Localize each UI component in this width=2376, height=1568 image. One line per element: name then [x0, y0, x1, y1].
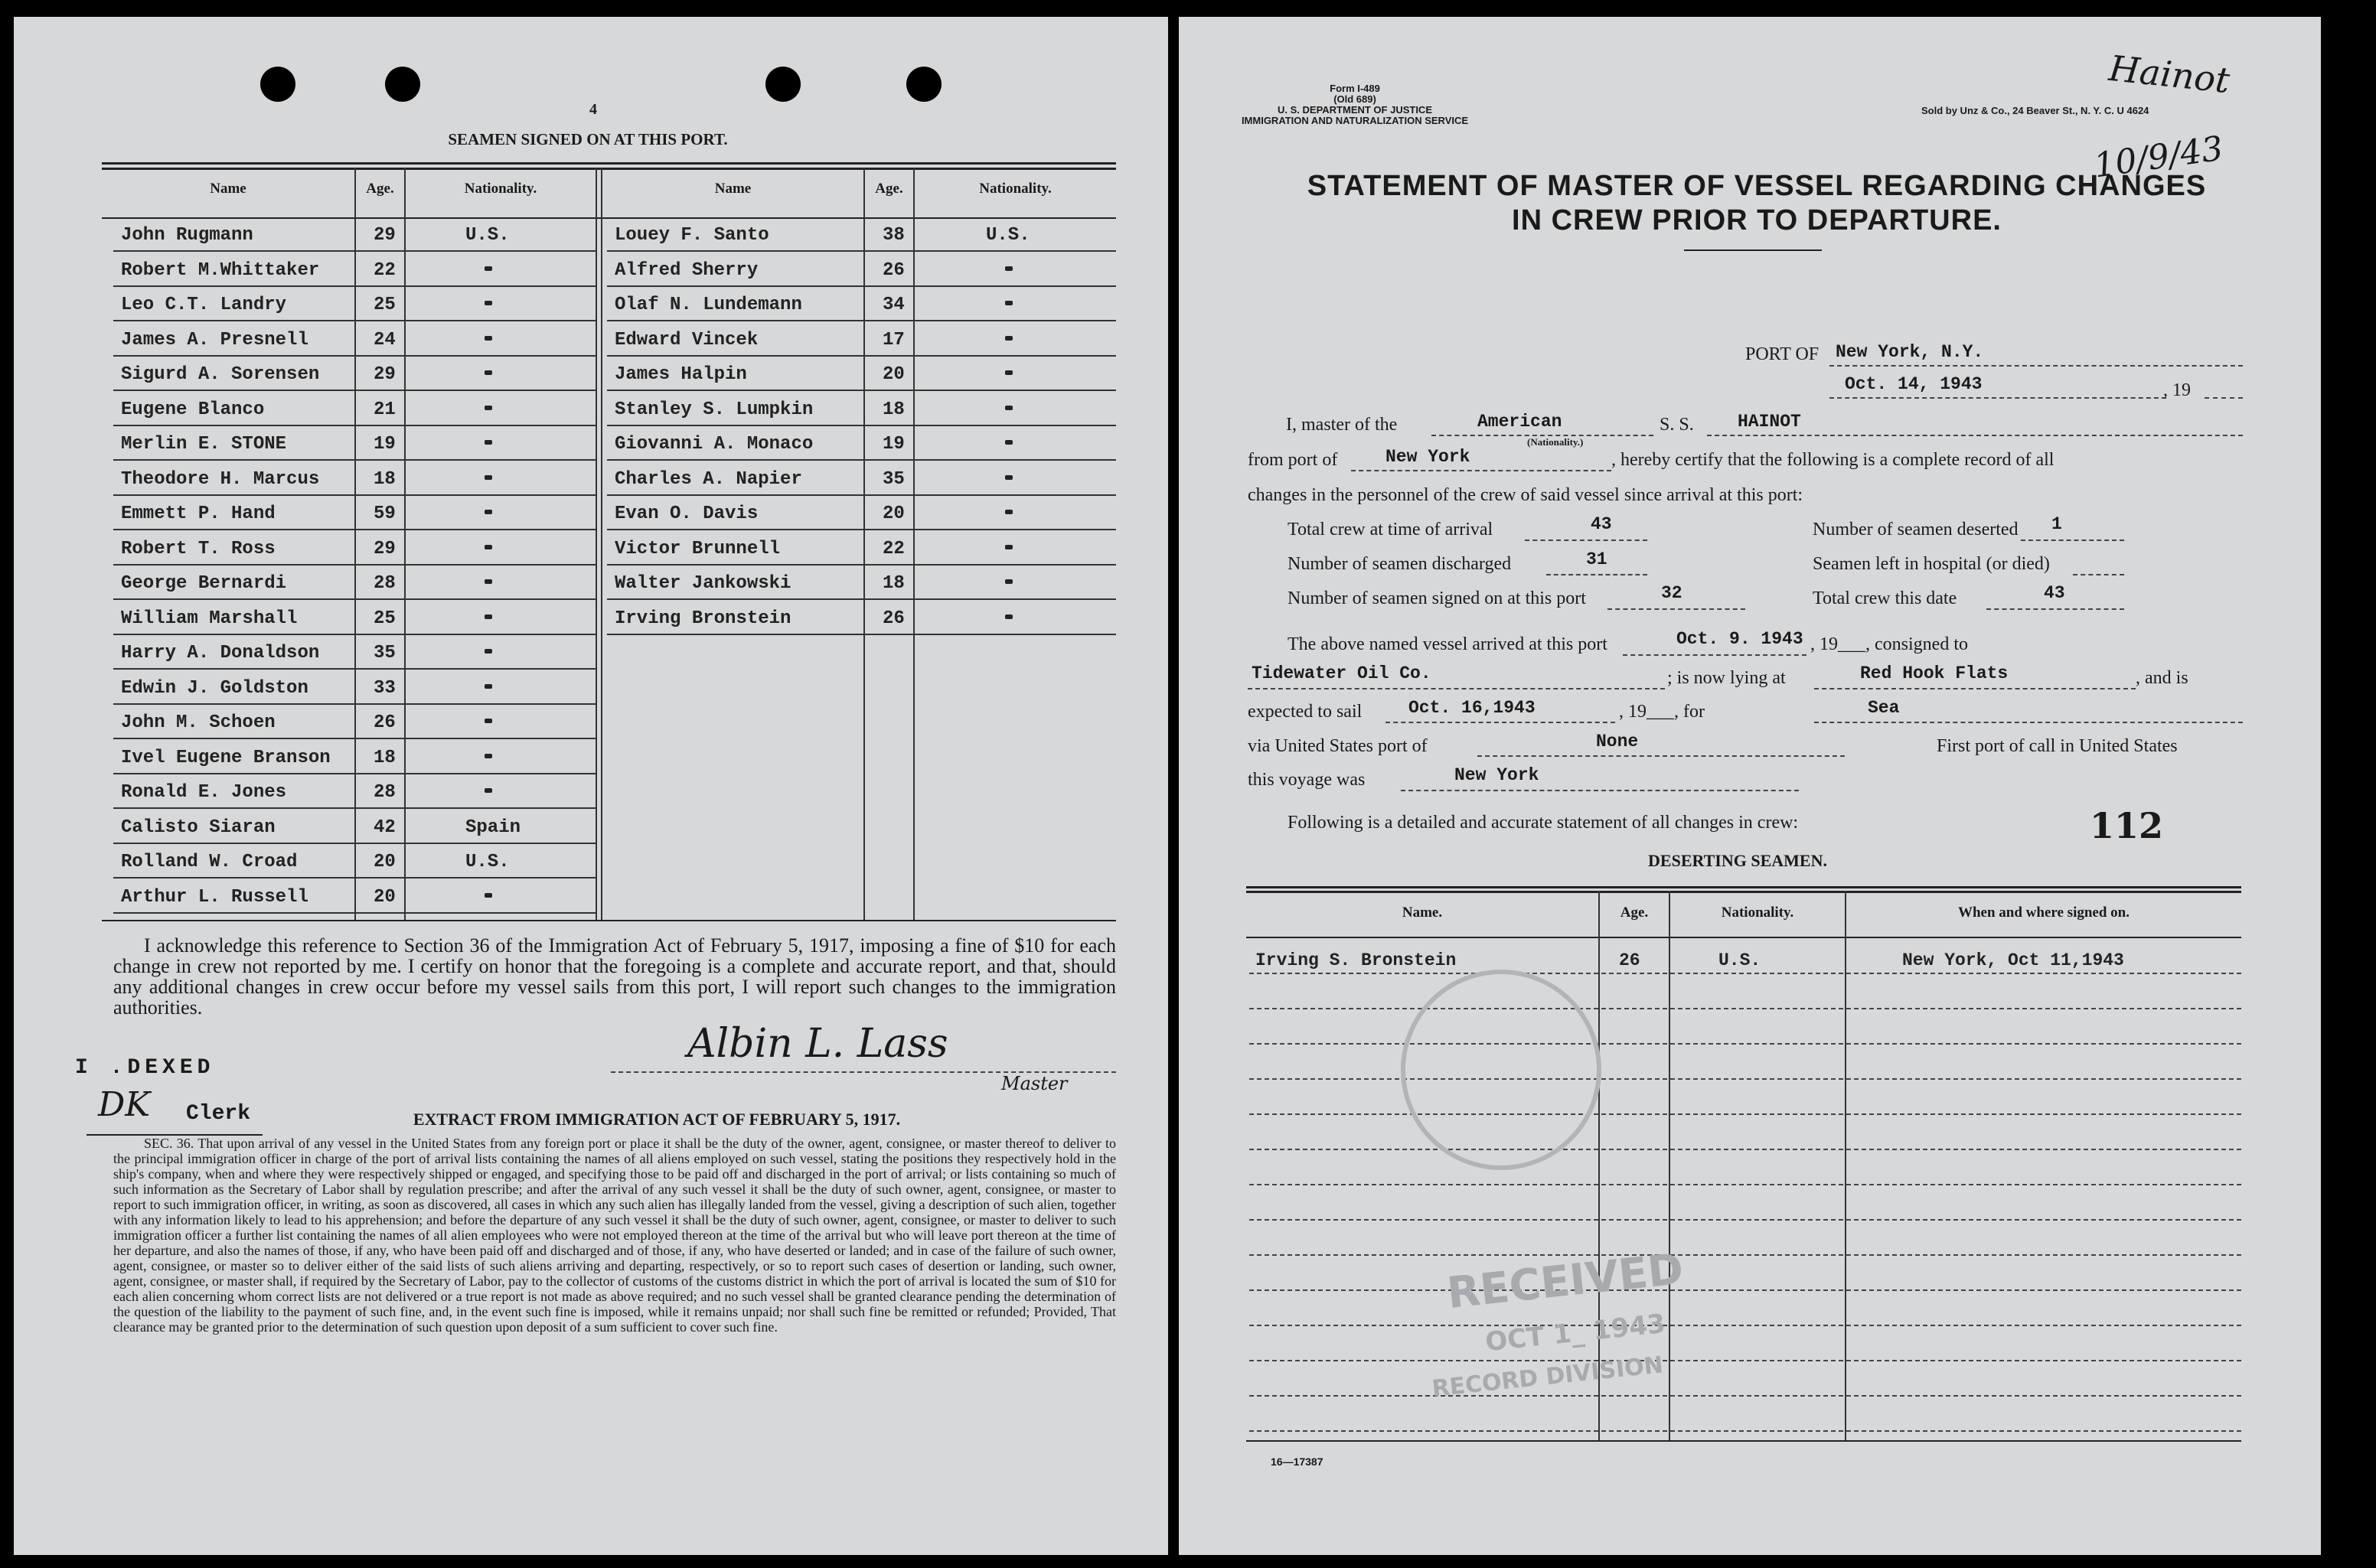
seaman-name: Walter Jankowski: [615, 573, 791, 594]
table-row-line: [1249, 1254, 2241, 1256]
seaman-nationality: U.S.: [986, 225, 1030, 246]
seaman-nationality: U.S.: [465, 852, 510, 872]
ditto-mark: [485, 266, 492, 271]
extract-text: SEC. 36. That upon arrival of any vessel in the United States from any foreign port or place it shall be the duty of the owner, agent, consignee, or master thereof to deliver to the principal immigration officer in charge of the port of arrival lists containing the names of all aliens employed on such vessel, stating the positions they respectively hold in the ship's company, when and where they were respectively shipped or engaged, and specifying those to be paid off and discharged in the port of arrival; or lists containing so much of such information as the Secretary of Labor shall by regulation prescribe; and after the arrival of any such vessel it shall be the duty of such owner, agent, consignee, or master to report to such immigration officer, in writing, as soon as discovered, all cases in which any such alien has illegally landed from the vessel, giving a description of such alien, together with any information likely to lead to his apprehension; and before the departure of any such vessel it shall be the duty of such owner, agent, consignee, or master to deliver to such immigration officer a further list containing the names of all alien employees who were not employed thereon at the time of the arrival but who will leave port thereon at the time of her departure, and also the names of those, if any, who have been paid off and discharged and of those, if any, who have deserted or landed; and in case of the failure of such owner, agent, consignee, or master so to deliver either of the said lists of such aliens arriving and departing, respectively, or so to report such cases of desertion or landing, such owner, agent, consignee, or master shall, if required by the Secretary of Labor, pay to the collector of customs of the customs district in which the port of arrival is located the sum of $10 for each alien concerning whom correct lists are not delivered or a true report is not made as above required; and no such vessel shall be granted clearance pending the determination of the question of the liability to the payment of such fine, and, in the event such fine is imposed, while it remains unpaid; nor shall such fine be remitted or refunded; Provided, That clearance may be granted prior to the determination of such question upon deposit of a sum sufficient to cover such fine.: [113, 1136, 1116, 1335]
seaman-age: 25: [374, 295, 396, 315]
seaman-age: 22: [374, 259, 396, 281]
handwritten-date: 10/9/43: [2091, 129, 2226, 186]
total-crew-today-value: 43: [2044, 583, 2065, 603]
deserter-nationality: U.S.: [1718, 950, 1761, 970]
statement-title-line-1: STATEMENT OF MASTER OF VESSEL REGARDING CHANGES: [1307, 170, 2207, 202]
ditto-mark: [1005, 370, 1013, 375]
seaman-name: Calisto Siaran: [121, 817, 276, 838]
seaman-name: Leo C.T. Landry: [121, 295, 287, 315]
form-id-block: [1179, 83, 1531, 126]
ditto-mark: [485, 440, 492, 445]
ditto-mark: [485, 893, 492, 898]
seaman-name: Stanley S. Lumpkin: [615, 399, 814, 420]
form-number-line: Form I-489: [1330, 83, 1380, 94]
seaman-age: 20: [883, 504, 905, 524]
seaman-age: 18: [374, 747, 396, 768]
col-header-nationality: Nationality.: [979, 181, 1052, 197]
table-row-line: [1249, 1430, 2241, 1432]
deserting-title: DESERTING SEAMEN.: [1648, 851, 1827, 870]
master-of-label: I, master of the: [1286, 415, 1398, 435]
for-value: Sea: [1868, 698, 1900, 718]
lying-label: ; is now lying at: [1667, 668, 1786, 688]
seaman-name: Irving Bronstein: [615, 608, 791, 629]
ditto-mark: [485, 684, 492, 689]
ditto-mark: [485, 579, 492, 584]
date-value: Oct. 14, 1943: [1845, 374, 1983, 394]
total-crew-today-label: Total crew this date: [1813, 588, 1957, 608]
seaman-name: Victor Brunnell: [615, 538, 781, 559]
master-label: Master: [1001, 1073, 1068, 1094]
seaman-age: 19: [374, 434, 396, 455]
seaman-name: Edwin J. Goldston: [121, 677, 308, 699]
col-header-name: Name: [714, 181, 752, 197]
seaman-age: 29: [374, 538, 396, 559]
table-row-line: [1249, 1078, 2241, 1080]
seaman-age: 18: [374, 468, 396, 490]
consigned-label: , 19___, consigned to: [1810, 634, 1968, 654]
ditto-mark: [485, 336, 492, 341]
handwritten-ship-name: Hainot: [2107, 47, 2232, 102]
seaman-age: 18: [883, 573, 905, 594]
ditto-mark: [485, 370, 492, 375]
total-crew-arrival-value: 43: [1591, 514, 1612, 534]
voyage-label: this voyage was: [1248, 770, 1366, 790]
from-port-value: New York: [1385, 447, 1470, 467]
seaman-nationality: U.S.: [465, 225, 510, 246]
total-crew-arrival-label: Total crew at time of arrival: [1288, 520, 1493, 540]
seaman-name: Ivel Eugene Branson: [121, 747, 331, 768]
via-value: None: [1596, 732, 1639, 751]
expected-value: Oct. 16,1943: [1408, 698, 1536, 718]
deserter-age: 26: [1619, 950, 1640, 970]
table-row-line: [1249, 1149, 2241, 1150]
table-row-line: [1249, 1219, 2241, 1221]
table-row-line: [1249, 1360, 2241, 1361]
table-row-line: [1249, 1184, 2241, 1185]
col-header-name: Name: [210, 181, 246, 197]
clerk-initials: DK: [98, 1085, 151, 1124]
deserted-label: Number of seamen deserted: [1813, 520, 2019, 540]
extract-title: EXTRACT FROM IMMIGRATION ACT OF FEBRUARY 5, 1917.: [413, 1110, 901, 1129]
seaman-age: 29: [374, 225, 396, 246]
nationality-value: American: [1477, 412, 1562, 432]
ss-label: S. S.: [1660, 415, 1694, 435]
punch-hole: [385, 67, 420, 102]
ditto-mark: [485, 301, 492, 305]
ditto-mark: [485, 475, 492, 480]
seaman-age: 42: [374, 817, 396, 838]
port-value: New York, N.Y.: [1836, 342, 1984, 362]
signed-on-value: 32: [1661, 583, 1682, 603]
from-port-label: from port of: [1248, 450, 1338, 470]
seaman-name: Emmett P. Hand: [121, 504, 276, 524]
seaman-age: 17: [883, 329, 905, 350]
ditto-mark: [1005, 440, 1013, 445]
seaman-age: 18: [883, 399, 905, 420]
indexed-stamp: I .DEXED: [75, 1056, 215, 1080]
seaman-age: 34: [883, 295, 905, 315]
circular-stamp: [1401, 970, 1601, 1170]
seaman-name: Edward Vincek: [615, 329, 759, 350]
seaman-name: George Bernardi: [121, 573, 287, 594]
table-row-line: [1249, 1008, 2241, 1009]
seaman-age: 26: [883, 608, 905, 629]
table-row-line: [1249, 1113, 2241, 1115]
sold-by-notice: Sold by Unz & Co., 24 Beaver St., N. Y. C. U 4624: [1921, 105, 2149, 116]
ditto-mark: [485, 719, 492, 723]
service-line: IMMIGRATION AND NATURALIZATION SERVICE: [1241, 115, 1469, 126]
form-old-line: (Old 689): [1333, 93, 1376, 105]
col-header-nationality: Nationality.: [464, 181, 537, 197]
deserting-header-nationality: Nationality.: [1721, 905, 1794, 921]
discharged-value: 31: [1586, 549, 1607, 569]
seaman-name: Rolland W. Croad: [121, 852, 298, 872]
seaman-name: Charles A. Napier: [615, 468, 802, 490]
punch-hole: [260, 67, 295, 102]
seaman-name: William Marshall: [121, 608, 298, 629]
ditto-mark: [1005, 614, 1013, 619]
table-row-line: [1249, 1043, 2241, 1045]
following-label: Following is a detailed and accurate statement of all changes in crew:: [1288, 813, 1799, 833]
handwritten-count: 112: [2090, 805, 2164, 846]
seaman-age: 25: [374, 608, 396, 629]
seaman-name: Merlin E. STONE: [121, 434, 287, 455]
seaman-age: 59: [374, 504, 396, 524]
ditto-mark: [485, 788, 492, 793]
port-label: PORT OF: [1745, 344, 1820, 364]
seaman-name: John M. Schoen: [121, 712, 276, 733]
nationality-caption: (Nationality.): [1527, 436, 1584, 448]
ditto-mark: [485, 406, 492, 410]
voyage-value: New York: [1454, 765, 1539, 785]
expected-label: expected to sail: [1248, 702, 1363, 722]
ditto-mark: [485, 545, 492, 549]
page-number: 4: [589, 101, 597, 118]
ditto-mark: [1005, 336, 1013, 341]
seaman-name: Evan O. Davis: [615, 504, 759, 524]
consignee-value: Tidewater Oil Co.: [1252, 663, 1431, 683]
left-page: [14, 17, 1168, 1555]
ditto-mark: [1005, 301, 1013, 305]
deserting-header-name: Name.: [1402, 905, 1443, 921]
ship-name: HAINOT: [1738, 412, 1801, 432]
seaman-name: Ronald E. Jones: [121, 782, 287, 803]
seaman-name: Theodore H. Marcus: [121, 468, 320, 490]
received-date-stamp: OCT 1_ 1943: [1483, 1308, 1667, 1358]
col-header-age: Age.: [875, 181, 903, 197]
ditto-mark: [1005, 545, 1013, 549]
arrived-value: Oct. 9. 1943: [1676, 629, 1803, 649]
seaman-name: Harry A. Donaldson: [121, 643, 320, 663]
seaman-age: 20: [374, 852, 396, 872]
seaman-age: 21: [374, 399, 396, 420]
acknowledgement-text: I acknowledge this reference to Section 36 of the Immigration Act of February 5, 1917, imposing a fine of $10 for each change in crew not reported by me. I certify on honor that the foregoing is a complete and accurate report, and that, should any additional changes in crew occur before my vessel sails from this port, I will report such changes to the immigration authorities.: [113, 934, 1116, 1019]
received-stamp: RECEIVED: [1444, 1244, 1686, 1319]
seaman-age: 26: [374, 712, 396, 733]
punch-hole: [906, 67, 942, 102]
hospital-label: Seamen left in hospital (or died): [1813, 554, 2050, 574]
punch-hole: [765, 67, 801, 102]
statement-title-line-2: IN CREW PRIOR TO DEPARTURE.: [1512, 204, 2002, 236]
first-port-label: First port of call in United States: [1937, 736, 2178, 756]
ditto-mark: [1005, 579, 1013, 584]
ditto-mark: [485, 754, 492, 758]
seaman-age: 29: [374, 364, 396, 385]
for-label: , 19___, for: [1619, 702, 1705, 722]
ditto-mark: [1005, 510, 1013, 514]
via-label: via United States port of: [1248, 736, 1428, 756]
deserted-value: 1: [2051, 514, 2062, 534]
seaman-age: 22: [883, 538, 905, 559]
deserter-name: Irving S. Bronstein: [1255, 950, 1457, 970]
seaman-age: 28: [374, 573, 396, 594]
deserting-header-age: Age.: [1620, 905, 1649, 921]
table-row-line: [1249, 973, 2241, 974]
department-line: U. S. DEPARTMENT OF JUSTICE: [1278, 104, 1432, 116]
clerk-label: Clerk: [186, 1102, 251, 1126]
master-signature: Albin L. Lass: [687, 1021, 948, 1067]
seaman-name: Eugene Blanco: [121, 399, 265, 420]
seaman-name: Robert M.Whittaker: [121, 259, 320, 281]
ditto-mark: [485, 614, 492, 619]
seaman-name: Sigurd A. Sorensen: [121, 364, 320, 385]
seaman-age: 20: [374, 886, 396, 908]
seaman-age: 38: [883, 225, 905, 246]
deserter-signed-on: New York, Oct 11,1943: [1902, 950, 2124, 970]
discharged-label: Number of seamen discharged: [1288, 554, 1512, 574]
seaman-nationality: Spain: [465, 817, 521, 838]
seaman-name: Giovanni A. Monaco: [615, 434, 814, 455]
seaman-age: 24: [374, 329, 396, 350]
date-year-suffix: , 19: [2163, 380, 2191, 400]
ditto-mark: [1005, 406, 1013, 410]
record-division-stamp: RECORD DIVISION: [1431, 1351, 1665, 1403]
seaman-age: 35: [374, 643, 396, 663]
seaman-age: 33: [374, 677, 396, 699]
signed-on-label: Number of seamen signed on at this port: [1288, 588, 1586, 608]
changes-text: changes in the personnel of the crew of said vessel since arrival at this port:: [1248, 485, 1803, 505]
seaman-name: James Halpin: [615, 364, 747, 385]
ditto-mark: [1005, 266, 1013, 271]
seaman-name: James A. Presnell: [121, 329, 308, 350]
form-serial-number: 16—17387: [1271, 1456, 1323, 1468]
table-row-line: [1249, 1395, 2241, 1397]
seaman-age: 26: [883, 259, 905, 281]
seaman-name: Robert T. Ross: [121, 538, 276, 559]
table-row-line: [1249, 1289, 2241, 1291]
lying-value: Red Hook Flats: [1860, 663, 2009, 683]
seaman-name: Louey F. Santo: [615, 225, 769, 246]
table-row-line: [1249, 1325, 2241, 1326]
seaman-name: Arthur L. Russell: [121, 886, 308, 908]
seaman-age: 19: [883, 434, 905, 455]
ditto-mark: [485, 649, 492, 654]
seaman-name: John Rugmann: [121, 225, 253, 246]
arrived-label: The above named vessel arrived at this port: [1288, 634, 1607, 654]
ditto-mark: [485, 510, 492, 514]
page-title: SEAMEN SIGNED ON AT THIS PORT.: [448, 130, 728, 148]
ditto-mark: [1005, 475, 1013, 480]
certify-text: , hereby certify that the following is a complete record of all: [1611, 450, 2055, 470]
and-is-text: , and is: [2136, 668, 2188, 688]
seaman-age: 28: [374, 782, 396, 803]
seaman-name: Alfred Sherry: [615, 259, 759, 281]
seaman-age: 35: [883, 468, 905, 490]
seaman-name: Olaf N. Lundemann: [615, 295, 802, 315]
seaman-age: 20: [883, 364, 905, 385]
col-header-age: Age.: [366, 181, 394, 197]
right-page: [1179, 17, 2321, 1555]
deserting-header-when: When and where signed on.: [1957, 905, 2130, 921]
